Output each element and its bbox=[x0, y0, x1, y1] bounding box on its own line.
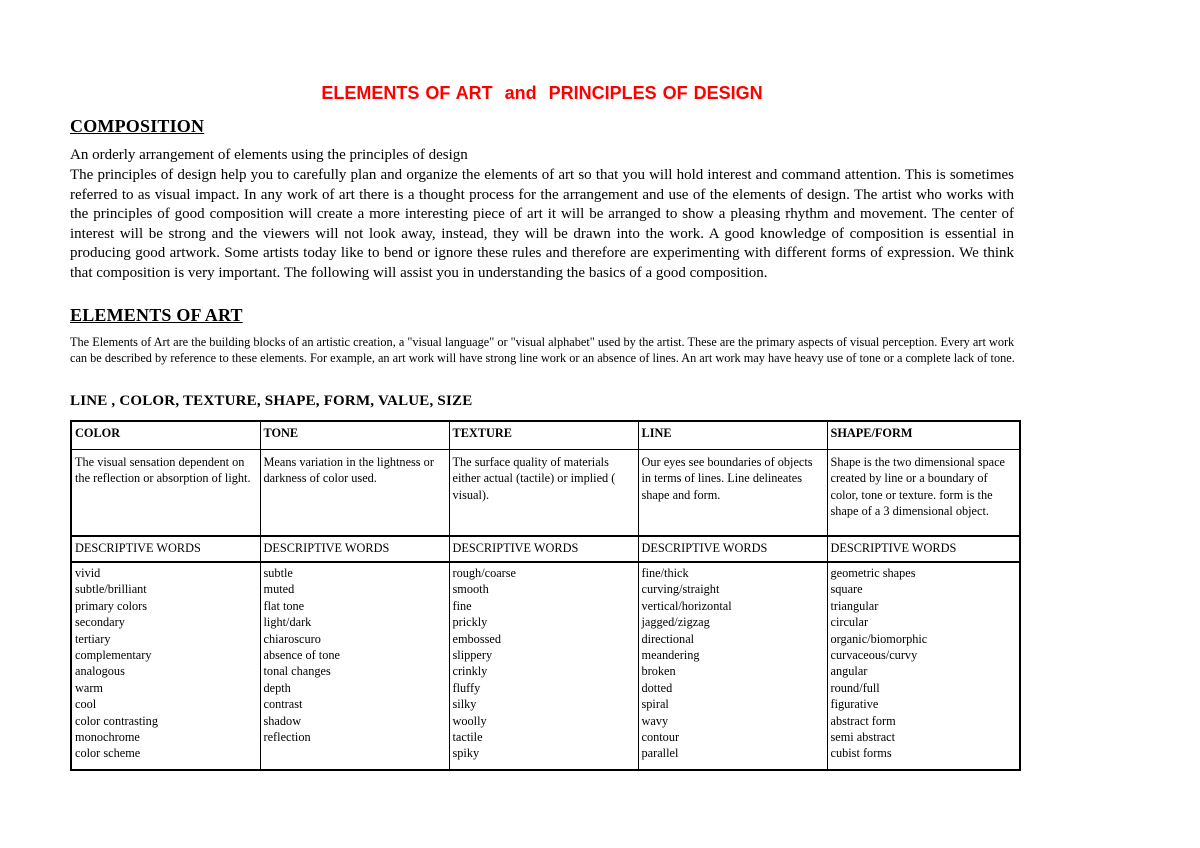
descriptive-word: semi abstract bbox=[830, 730, 896, 745]
descriptive-word: silky bbox=[452, 697, 477, 712]
descriptive-word: absence of tone bbox=[263, 648, 340, 663]
descriptive-word: fine bbox=[452, 598, 472, 613]
descriptive-word: color contrasting bbox=[75, 713, 158, 728]
table-header-row bbox=[71, 421, 1020, 450]
word-list-tone bbox=[264, 565, 446, 745]
elements-heading: ELEMENTS OF ART bbox=[70, 305, 243, 325]
words-color bbox=[71, 562, 260, 770]
descriptive-word: chiaroscuro bbox=[263, 631, 321, 646]
descriptive-word: square bbox=[830, 582, 863, 597]
word-list-shape-form bbox=[831, 565, 1017, 762]
descriptive-word: wavy bbox=[641, 713, 669, 728]
descriptive-word: tactile bbox=[452, 730, 483, 745]
elements-paragraph: The Elements of Art are the building blocks of an artistic creation, a "visual language" or "visual alphabet" used by the artist. These are the primary aspects of visual perception. Every art work can be described by reference to these elements. For example, an art work will have strong line work or an absence of lines. An art work may have heavy use of tone or a complete lack of tone. bbox=[70, 335, 1015, 366]
descriptive-word: smooth bbox=[452, 582, 489, 597]
descriptive-word: crinkly bbox=[452, 664, 488, 679]
descriptive-word: spiky bbox=[452, 746, 480, 761]
column-header-color: COLOR bbox=[71, 421, 260, 450]
composition-heading: COMPOSITION bbox=[70, 116, 205, 136]
descriptive-word: monochrome bbox=[75, 730, 140, 745]
definition-tone: Means variation in the lightness or darkness of color used. bbox=[260, 450, 449, 537]
definition-color: The visual sensation dependent on the reflection or absorption of light. bbox=[71, 450, 260, 537]
descriptive-word: subtle/brilliant bbox=[75, 582, 147, 597]
descriptive-word: tonal changes bbox=[263, 664, 331, 679]
descriptive-word: woolly bbox=[452, 713, 487, 728]
descriptive-label-line: DESCRIPTIVE WORDS bbox=[638, 536, 827, 562]
words-tone bbox=[260, 562, 449, 770]
descriptive-word: secondary bbox=[75, 615, 125, 630]
descriptive-label-shape-form: DESCRIPTIVE WORDS bbox=[827, 536, 1020, 562]
column-header-tone: TONE bbox=[260, 421, 449, 450]
descriptive-word: color scheme bbox=[75, 746, 141, 761]
words-texture bbox=[449, 562, 638, 770]
elements-table bbox=[70, 420, 1021, 771]
descriptive-word: broken bbox=[641, 664, 676, 679]
descriptive-word: complementary bbox=[75, 648, 152, 663]
descriptive-word: cubist forms bbox=[830, 746, 892, 761]
elements-list-subheading: LINE , COLOR, TEXTURE, SHAPE, FORM, VALUE, SIZE bbox=[70, 393, 473, 409]
word-list-texture bbox=[453, 565, 635, 762]
descriptive-word: light/dark bbox=[263, 615, 312, 630]
composition-lead: An orderly arrangement of elements using the principles of design bbox=[70, 147, 468, 163]
descriptive-word: prickly bbox=[452, 615, 488, 630]
descriptive-label-color: DESCRIPTIVE WORDS bbox=[71, 536, 260, 562]
descriptive-word: curving/straight bbox=[641, 582, 720, 597]
descriptive-word: vivid bbox=[75, 566, 101, 580]
definition-shape-form: Shape is the two dimensional space created by line or a boundary of color, tone or texture. form is the shape of a 3 dimensional object. bbox=[827, 450, 1020, 537]
descriptive-word: shadow bbox=[263, 713, 302, 728]
descriptive-word: angular bbox=[830, 664, 868, 679]
descriptive-word: curvaceous/curvy bbox=[830, 648, 918, 663]
words-shape-form bbox=[827, 562, 1020, 770]
column-header-shape-form: SHAPE/FORM bbox=[827, 421, 1020, 450]
descriptive-word: dotted bbox=[641, 680, 673, 695]
definition-line: Our eyes see boundaries of objects in terms of lines. Line delineates shape and form. bbox=[638, 450, 827, 537]
descriptive-word: spiral bbox=[641, 697, 669, 712]
words-line bbox=[638, 562, 827, 770]
descriptive-word: contrast bbox=[263, 697, 303, 712]
descriptive-word: tertiary bbox=[75, 631, 111, 646]
descriptive-word: slippery bbox=[452, 648, 493, 663]
descriptive-word: meandering bbox=[641, 648, 700, 663]
descriptive-word: subtle bbox=[263, 566, 293, 580]
descriptive-word: abstract form bbox=[830, 713, 896, 728]
descriptive-word: vertical/horizontal bbox=[641, 598, 732, 613]
descriptive-word: muted bbox=[263, 582, 295, 597]
column-header-texture: TEXTURE bbox=[449, 421, 638, 450]
table-words-row bbox=[71, 562, 1020, 770]
descriptive-word: round/full bbox=[830, 680, 880, 695]
descriptive-label-tone: DESCRIPTIVE WORDS bbox=[260, 536, 449, 562]
descriptive-word: triangular bbox=[830, 598, 879, 613]
descriptive-word: depth bbox=[263, 680, 291, 695]
composition-paragraph: The principles of design help you to carefully plan and organize the elements of art so that you will hold interest and command attention. This is sometimes referred to as visual impact. In any work of art there is a thought process for the arrangement and use of the elements of design. The artist who works with the principles of good composition will create a more interesting piece of art it will be arranged to show a pleasing rhythm and movement. The center of interest will be strong and the viewers will not look away, instead, they will be drawn into the work. A good knowledge of composition is essential in producing good artwork. Some artists today like to bend or ignore these rules and therefore are experimenting with different forms of expression. We think that composition is very important. The following will assist you in understanding the basics of a good composition. bbox=[70, 167, 1014, 281]
descriptive-word: embossed bbox=[452, 631, 501, 646]
word-list-line bbox=[642, 565, 824, 762]
descriptive-word: directional bbox=[641, 631, 695, 646]
descriptive-word: fine/thick bbox=[641, 566, 689, 580]
word-list-color bbox=[75, 565, 257, 762]
page-title: ELEMENTS OF ART and PRINCIPLES OF DESIGN bbox=[321, 83, 763, 103]
descriptive-word: parallel bbox=[641, 746, 679, 761]
descriptive-word: cool bbox=[75, 697, 97, 712]
column-header-line: LINE bbox=[638, 421, 827, 450]
descriptive-word: reflection bbox=[263, 730, 311, 745]
descriptive-word: rough/coarse bbox=[452, 566, 517, 580]
descriptive-word: fluffy bbox=[452, 680, 481, 695]
descriptive-word: circular bbox=[830, 615, 869, 630]
descriptive-word: warm bbox=[75, 680, 103, 695]
descriptive-word: jagged/zigzag bbox=[641, 615, 710, 630]
descriptive-word: figurative bbox=[830, 697, 879, 712]
definition-texture: The surface quality of materials either actual (tactile) or implied ( visual). bbox=[449, 450, 638, 537]
descriptive-word: contour bbox=[641, 730, 680, 745]
descriptive-word: analogous bbox=[75, 664, 125, 679]
descriptive-word: flat tone bbox=[263, 598, 305, 613]
table-definition-row bbox=[71, 450, 1020, 537]
table-descriptive-row bbox=[71, 536, 1020, 562]
descriptive-label-texture: DESCRIPTIVE WORDS bbox=[449, 536, 638, 562]
descriptive-word: geometric shapes bbox=[830, 566, 916, 580]
descriptive-word: primary colors bbox=[75, 598, 148, 613]
descriptive-word: organic/biomorphic bbox=[830, 631, 928, 646]
